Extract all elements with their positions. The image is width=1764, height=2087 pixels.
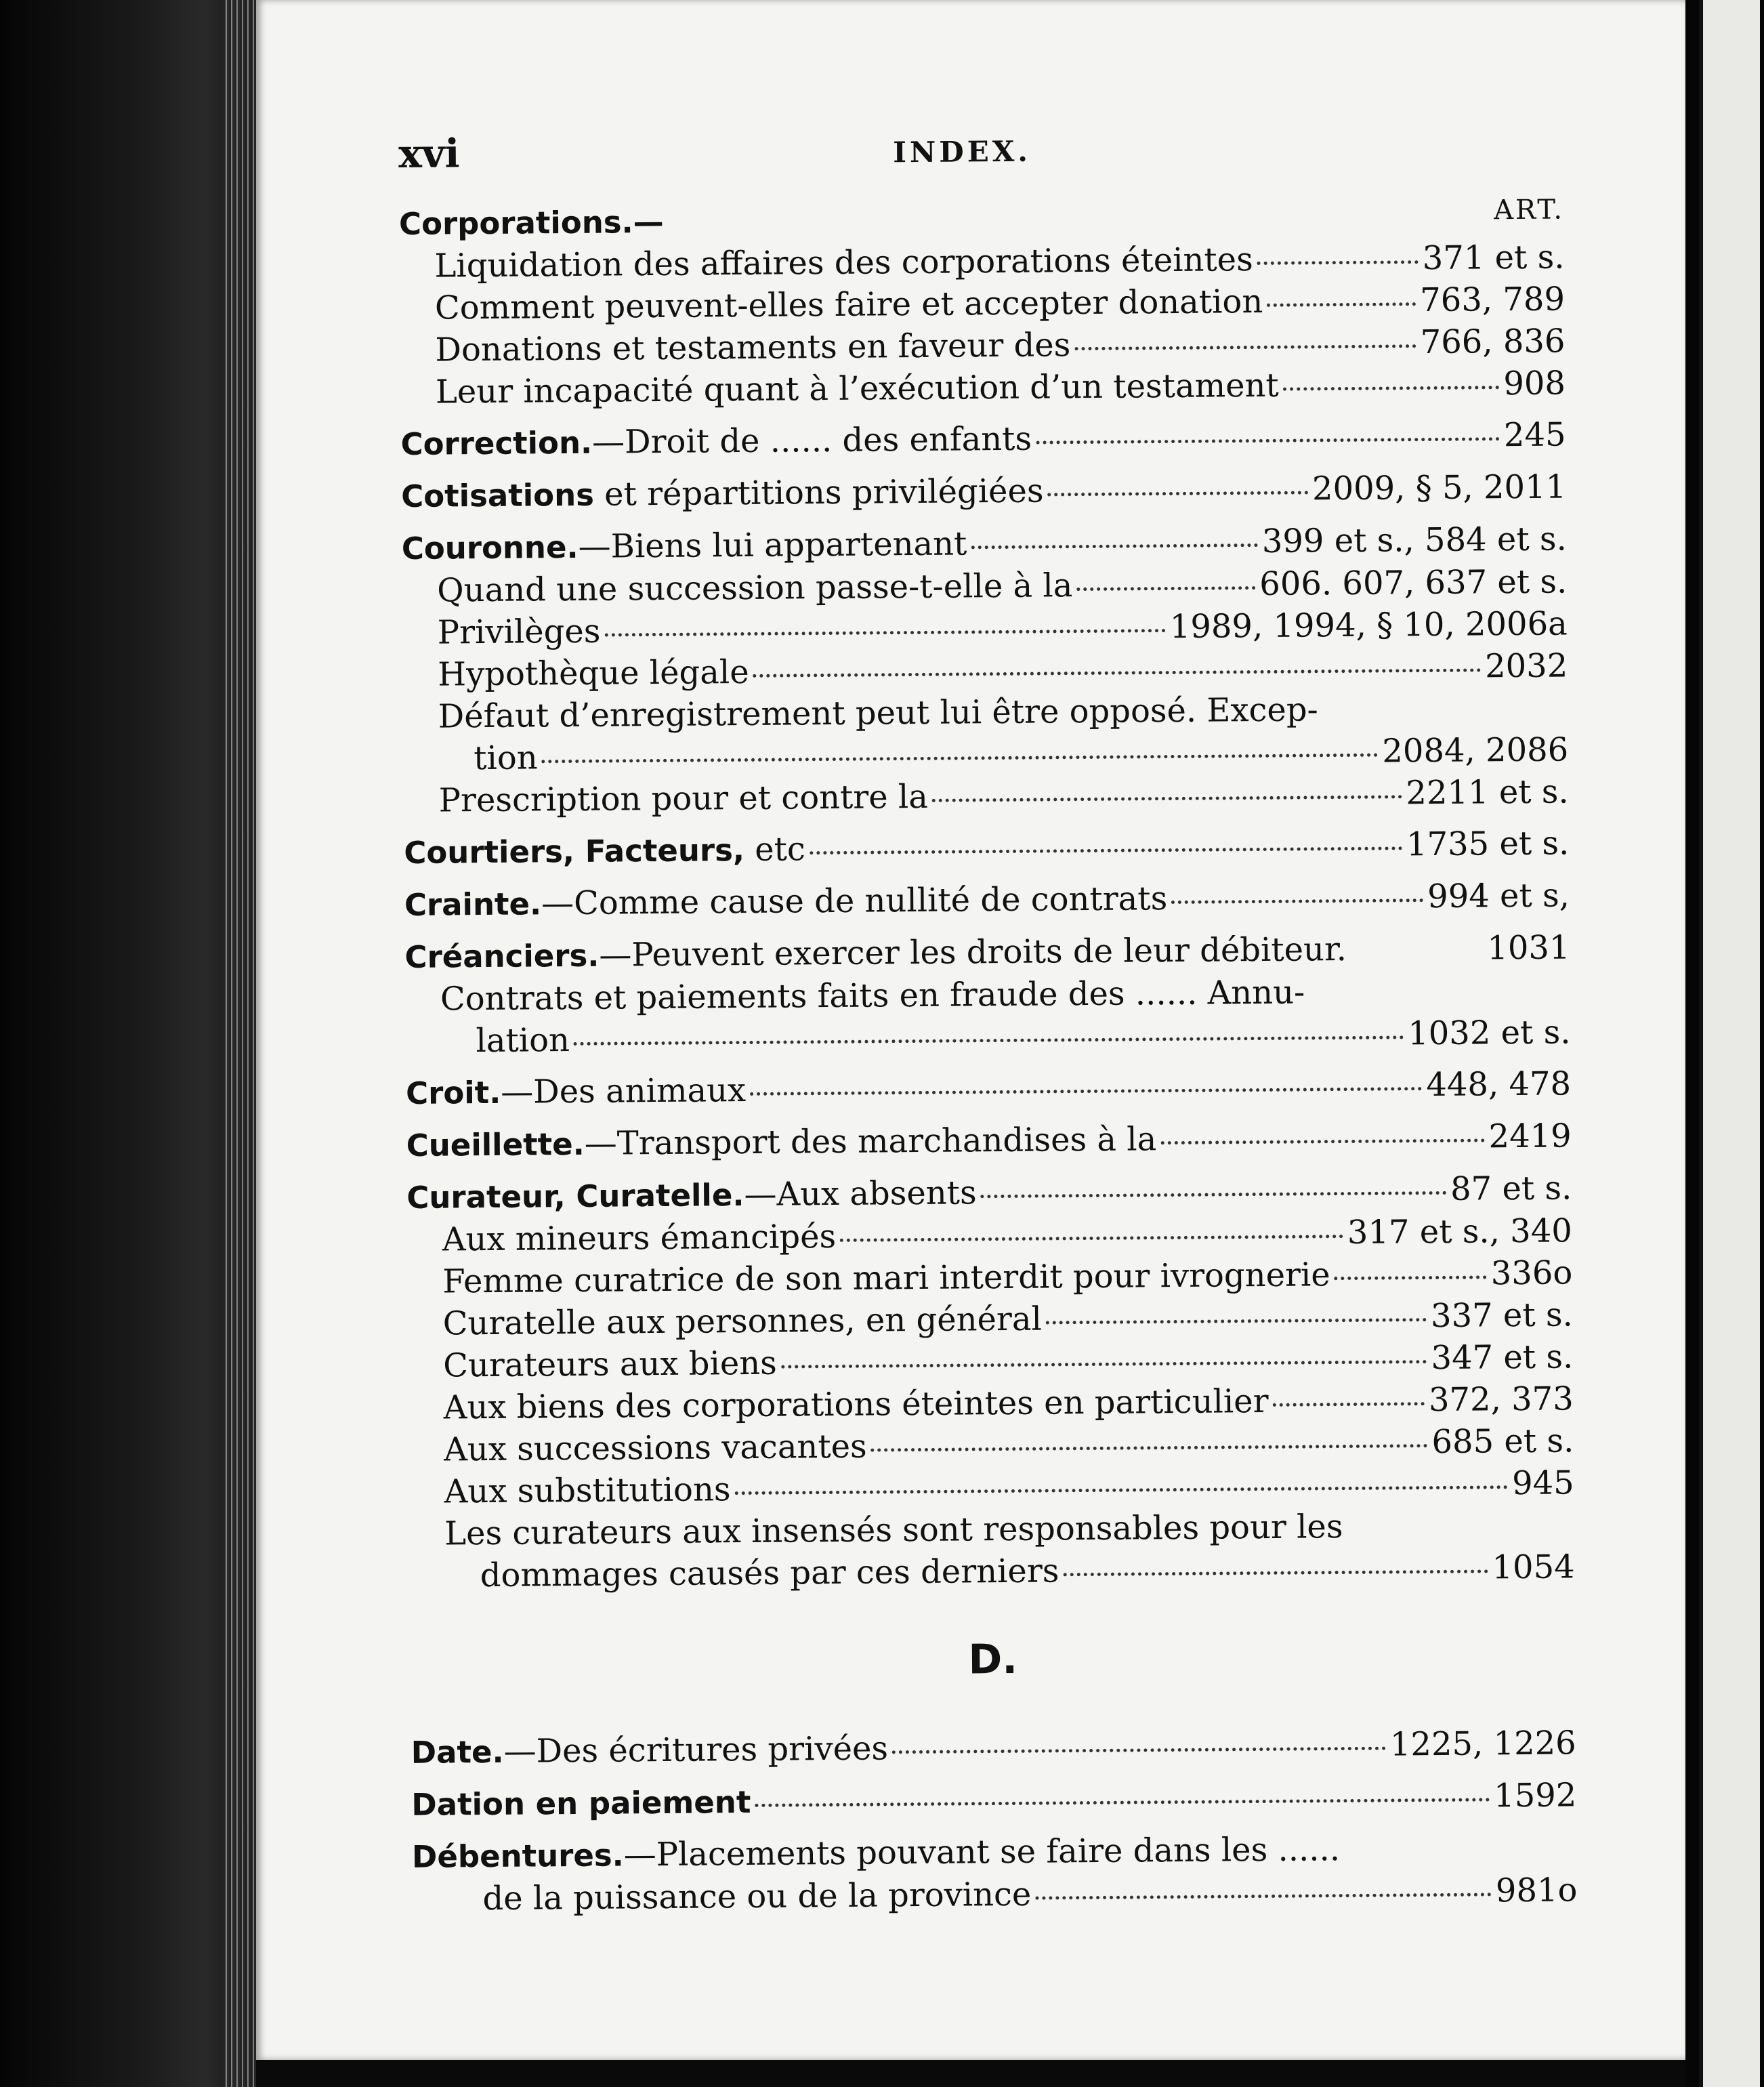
entry-term: Croit. [405, 1074, 501, 1111]
entry-term: Dation en paiement [411, 1783, 751, 1823]
dot-leader [1273, 1402, 1425, 1407]
row-spacer [664, 225, 1564, 232]
index-entry [400, 413, 1566, 466]
entry-term: Corporations.— [398, 203, 664, 242]
index-subentry [400, 362, 1566, 413]
entry-term: Courtiers, Facteurs, [404, 832, 745, 871]
dot-leader [1035, 1893, 1492, 1899]
dot-leader [1036, 437, 1500, 444]
entry-text: Défaut d’enregistrement peut lui être opposé. Excep- [438, 690, 1318, 736]
article-reference: 1592 [1493, 1776, 1577, 1815]
index-entry [404, 822, 1569, 874]
entry-text: dommages causés par ces derniers [480, 1552, 1059, 1595]
dot-leader [750, 1087, 1422, 1096]
index-text-block [398, 123, 1578, 1920]
article-reference: 1054 [1492, 1548, 1575, 1587]
entry-text: —Aux absents [744, 1174, 977, 1214]
article-column-label: ART. [1493, 194, 1565, 226]
entry-text: Hypothèque légale [438, 653, 749, 694]
page-stack-edge [224, 0, 257, 2087]
index-entries [399, 194, 1578, 1920]
row-spacer [1343, 1535, 1575, 1537]
entry-text: —Droit de ...... des enfants [591, 419, 1032, 461]
article-reference: 1735 et s. [1406, 824, 1570, 864]
article-reference: 448, 478 [1426, 1065, 1572, 1104]
entry-text: —Des animaux [501, 1071, 747, 1111]
index-entry [406, 1062, 1571, 1115]
article-reference: 336o [1490, 1254, 1573, 1293]
article-reference: 245 [1503, 415, 1566, 455]
entry-text: —Peuvent exercer les droits de leur débiteur. [599, 930, 1347, 974]
article-reference: 685 et s. [1431, 1422, 1574, 1462]
article-reference: 981o [1495, 1871, 1578, 1910]
dot-leader [981, 1191, 1447, 1198]
dot-leader [810, 846, 1402, 854]
article-reference: 2032 [1484, 646, 1568, 686]
entry-term: Créanciers. [404, 937, 600, 975]
entry-text: Aux substitutions [444, 1470, 731, 1511]
dot-leader [1063, 1569, 1488, 1576]
entry-text: Femme curatrice de son mari interdit pour ivrognerie [442, 1256, 1330, 1301]
section-letter-heading: D. [968, 1635, 1018, 1684]
entry-text: lation [476, 1021, 570, 1060]
entry-term: Date. [411, 1733, 504, 1771]
dot-leader [1257, 260, 1419, 265]
dot-leader [1283, 386, 1500, 391]
entry-text: Leur incapacité quant à l’exécution d’un testament [435, 366, 1279, 411]
book-spine-edge [0, 0, 257, 2087]
article-reference: 1225, 1226 [1389, 1724, 1576, 1764]
scan-bottom-border [256, 2060, 1685, 2087]
dot-leader [735, 1485, 1509, 1495]
dot-leader [1048, 491, 1309, 496]
facing-page-edge [1685, 0, 1764, 2087]
entry-term: Débentures. [411, 1837, 624, 1875]
entry-text: Aux mineurs émancipés [442, 1217, 837, 1259]
article-reference: 372, 373 [1428, 1380, 1574, 1420]
entry-text: Comment peuvent-elles faire et accepter donation [434, 282, 1263, 327]
entry-text: Les curateurs aux insensés sont responsables pour les [444, 1508, 1343, 1553]
entry-text: —Biens lui appartenant [578, 524, 967, 566]
article-reference: 371 et s. [1422, 238, 1565, 278]
article-reference: 2084, 2086 [1382, 730, 1569, 770]
entry-text: tion [474, 739, 538, 778]
article-reference: 2419 [1488, 1117, 1572, 1156]
article-reference: 766, 836 [1420, 322, 1566, 362]
dot-leader [971, 543, 1258, 549]
entry-text: Contrats et paiements faits en fraude des ...... Annu- [440, 973, 1305, 1018]
article-reference: 945 [1511, 1464, 1574, 1503]
facing-page-sliver [1699, 0, 1760, 2087]
article-reference: 87 et s. [1450, 1169, 1572, 1208]
dot-leader [574, 1035, 1404, 1046]
entry-text: —Comme cause de nullité de contrats [541, 880, 1168, 923]
entry-text: Liquidation des affaires des corporations éteintes [434, 241, 1253, 285]
index-entry [411, 1774, 1576, 1826]
index-subentry [404, 770, 1569, 822]
dot-leader [932, 795, 1402, 802]
article-reference: 994 et s, [1427, 876, 1570, 916]
row-spacer [1340, 1858, 1577, 1860]
entry-text: Privilèges [437, 612, 601, 652]
running-title: INDEX. [893, 134, 1032, 169]
article-reference: 399 et s., 584 et s. [1261, 520, 1567, 561]
article-reference: 347 et s. [1431, 1338, 1574, 1378]
index-entry [411, 1722, 1576, 1774]
article-reference: 1031 [1487, 928, 1570, 968]
entry-term: Cotisations [401, 476, 595, 514]
dot-leader [755, 1798, 1490, 1807]
page-number: xvi [398, 130, 460, 177]
entry-text: —Transport des marchandises à la [584, 1120, 1157, 1163]
article-reference: 763, 789 [1420, 280, 1566, 320]
dot-leader [1076, 586, 1255, 591]
index-entry [404, 874, 1570, 926]
entry-text: Aux successions vacantes [444, 1427, 867, 1469]
dot-leader [542, 753, 1379, 764]
entry-text: —Des écritures privées [503, 1729, 889, 1771]
entry-text: Quand une succession passe-t-elle à la [437, 566, 1073, 610]
dot-leader [753, 668, 1481, 677]
dot-leader [840, 1235, 1343, 1242]
dot-leader [1074, 344, 1416, 350]
article-reference: 337 et s. [1430, 1296, 1573, 1336]
dot-leader [871, 1444, 1428, 1451]
entry-term: Correction. [400, 424, 593, 462]
article-reference: 908 [1503, 364, 1566, 403]
entry-text: et répartitions privilégiées [593, 472, 1044, 514]
entry-text: Curateurs aux biens [443, 1344, 778, 1385]
dot-leader [1171, 898, 1423, 904]
dot-leader [781, 1360, 1427, 1368]
article-reference: 2211 et s. [1406, 772, 1569, 812]
entry-text: Aux biens des corporations éteintes en particulier [443, 1382, 1269, 1427]
index-entry [406, 1115, 1571, 1167]
dot-leader [1046, 1318, 1427, 1324]
dot-leader [1160, 1138, 1484, 1144]
index-entry [401, 466, 1566, 518]
entry-term: Couronne. [401, 529, 579, 566]
article-reference: 606. 607, 637 et s. [1259, 562, 1568, 604]
entry-text: Curatelle aux personnes, en général [442, 1300, 1043, 1343]
article-reference: 2009, § 5, 2011 [1311, 468, 1567, 508]
entry-term: Curateur, Curatelle. [406, 1177, 744, 1216]
entry-text: —Placements pouvant se faire dans les ...... [623, 1830, 1341, 1874]
article-reference: 1989, 1994, § 10, 2006a [1169, 604, 1568, 646]
entry-text: de la puissance ou de la province [482, 1875, 1032, 1918]
article-reference: 317 et s., 340 [1347, 1212, 1573, 1252]
entry-text: etc [744, 830, 806, 869]
dot-leader [604, 629, 1165, 637]
entry-text: Donations et testaments en faveur des [435, 326, 1071, 369]
row-spacer [1318, 718, 1568, 720]
entry-term: Crainte. [404, 886, 542, 923]
row-spacer [1347, 959, 1487, 960]
dot-leader [1335, 1275, 1487, 1280]
dot-leader [892, 1747, 1386, 1754]
dot-leader [1267, 302, 1416, 307]
entry-text: Prescription pour et contre la [438, 777, 929, 820]
entry-term: Cueillette. [406, 1125, 585, 1163]
article-reference: 1032 et s. [1408, 1013, 1571, 1053]
index-entry-continuation [409, 1546, 1574, 1597]
row-spacer [1305, 1001, 1570, 1003]
